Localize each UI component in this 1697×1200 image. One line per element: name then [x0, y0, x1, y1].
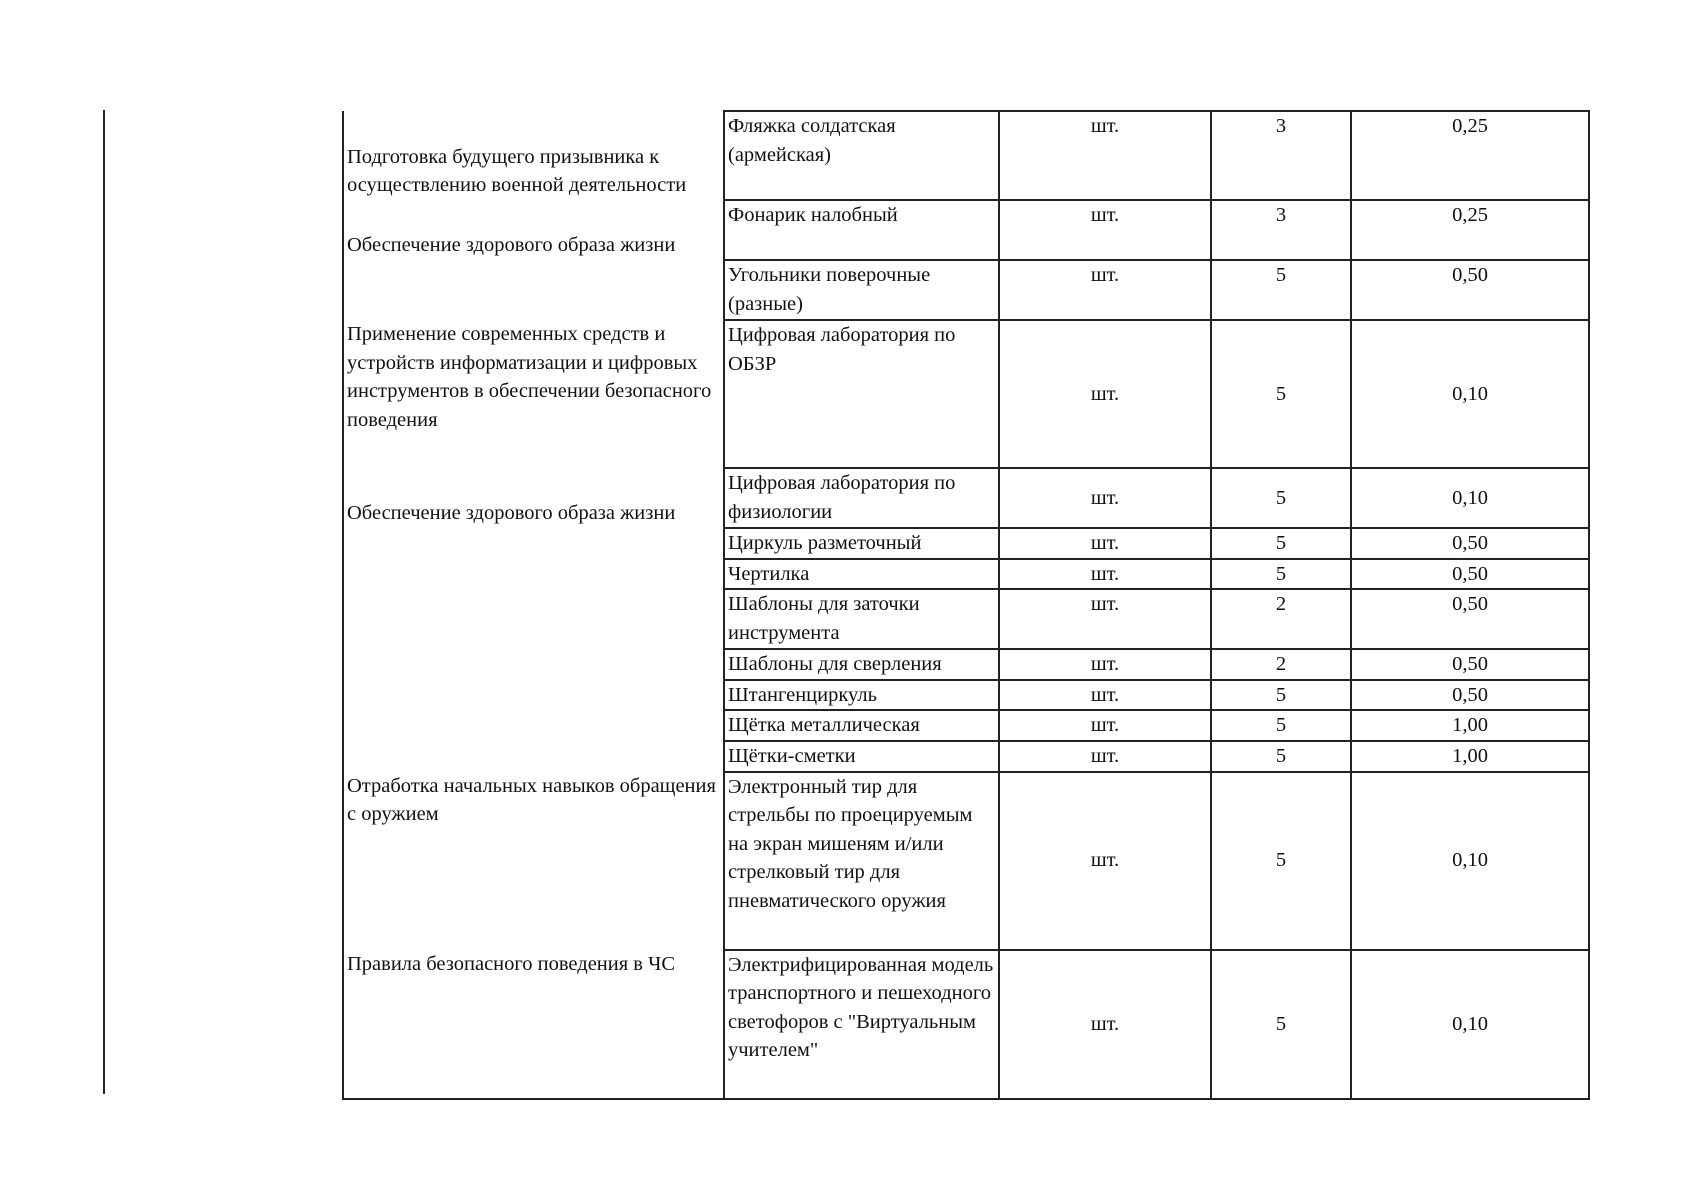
topic-cell: Отработка начальных навыков обращения с оружием — [343, 772, 724, 950]
table-row — [343, 680, 1589, 711]
topic-cell: Обеспечение здорового образа жизни — [343, 200, 724, 260]
coefficient-cell: 0,10 — [1351, 950, 1589, 1099]
topic-cell — [343, 680, 724, 711]
item-name-cell: Штангенциркуль — [724, 680, 999, 711]
coefficient-cell: 0,50 — [1351, 649, 1589, 680]
item-name-cell: Электронный тир для стрельбы по проецируемым на экран мишеням и/или стрелковый тир для пневматического оружия — [724, 772, 999, 950]
table-row — [343, 649, 1589, 680]
item-name-cell: Щётка металлическая — [724, 710, 999, 741]
coefficient-cell: 0,10 — [1351, 320, 1589, 468]
item-name-cell: Угольники поверочные (разные) — [724, 260, 999, 320]
item-name-cell: Шаблоны для заточки инструмента — [724, 589, 999, 649]
unit-cell: шт. — [999, 200, 1211, 260]
table-row — [343, 200, 1589, 260]
unit-cell: шт. — [999, 710, 1211, 741]
unit-cell: шт. — [999, 528, 1211, 559]
quantity-cell: 5 — [1211, 680, 1351, 711]
item-name-cell: Электрифицированная модель транспортного и пешеходного светофоров с "Виртуальным учителем" — [724, 950, 999, 1099]
quantity-cell: 5 — [1211, 772, 1351, 950]
topic-cell — [343, 260, 724, 320]
item-name-cell: Фонарик налобный — [724, 200, 999, 260]
item-name-cell: Циркуль разметочный — [724, 528, 999, 559]
coefficient-cell: 0,10 — [1351, 468, 1589, 528]
coefficient-cell: 0,25 — [1351, 200, 1589, 260]
table-row — [343, 320, 1589, 468]
topic-cell — [343, 649, 724, 680]
quantity-cell: 3 — [1211, 111, 1351, 200]
item-name-cell: Цифровая лаборатория по физиологии — [724, 468, 999, 528]
unit-cell: шт. — [999, 260, 1211, 320]
coefficient-cell: 0,50 — [1351, 680, 1589, 711]
table-row — [343, 559, 1589, 590]
quantity-cell: 5 — [1211, 468, 1351, 528]
topic-cell — [343, 559, 724, 590]
quantity-cell: 5 — [1211, 741, 1351, 772]
topic-cell — [343, 741, 724, 772]
coefficient-cell: 0,10 — [1351, 772, 1589, 950]
coefficient-cell: 0,50 — [1351, 260, 1589, 320]
unit-cell: шт. — [999, 468, 1211, 528]
quantity-cell: 2 — [1211, 649, 1351, 680]
table-row — [343, 260, 1589, 320]
topic-cell — [343, 589, 724, 649]
table-row — [343, 468, 1589, 528]
quantity-cell: 2 — [1211, 589, 1351, 649]
table-row — [343, 741, 1589, 772]
table-row — [343, 710, 1589, 741]
quantity-cell: 5 — [1211, 950, 1351, 1099]
quantity-cell: 5 — [1211, 320, 1351, 468]
topic-cell: Подготовка будущего призывника к осуществлению военной деятельности — [343, 111, 724, 200]
unit-cell: шт. — [999, 320, 1211, 468]
topic-cell: Применение современных средств и устройств информатизации и цифровых инструментов в обеспечении безопасного поведения — [343, 320, 724, 468]
unit-cell: шт. — [999, 589, 1211, 649]
quantity-cell: 3 — [1211, 200, 1351, 260]
item-name-cell: Щётки-сметки — [724, 741, 999, 772]
table-row — [343, 950, 1589, 1099]
table-body — [343, 111, 1589, 1099]
quantity-cell: 5 — [1211, 528, 1351, 559]
unit-cell: шт. — [999, 741, 1211, 772]
item-name-cell: Шаблоны для сверления — [724, 649, 999, 680]
equipment-table-container — [342, 110, 1590, 1100]
coefficient-cell: 0,50 — [1351, 528, 1589, 559]
unit-cell: шт. — [999, 559, 1211, 590]
coefficient-cell: 0,50 — [1351, 589, 1589, 649]
topic-cell: Обеспечение здорового образа жизни — [343, 468, 724, 528]
table-row — [343, 528, 1589, 559]
table-row — [343, 772, 1589, 950]
quantity-cell: 5 — [1211, 559, 1351, 590]
coefficient-cell: 0,25 — [1351, 111, 1589, 200]
unit-cell: шт. — [999, 649, 1211, 680]
unit-cell: шт. — [999, 680, 1211, 711]
topic-cell: Правила безопасного поведения в ЧС — [343, 950, 724, 1099]
coefficient-cell: 0,50 — [1351, 559, 1589, 590]
item-name-cell: Фляжка солдатская (армейская) — [724, 111, 999, 200]
page-margin-rule — [103, 110, 105, 1094]
equipment-table — [342, 110, 1590, 1100]
topic-cell — [343, 710, 724, 741]
table-row — [343, 111, 1589, 200]
unit-cell: шт. — [999, 111, 1211, 200]
coefficient-cell: 1,00 — [1351, 710, 1589, 741]
coefficient-cell: 1,00 — [1351, 741, 1589, 772]
unit-cell: шт. — [999, 772, 1211, 950]
topic-cell — [343, 528, 724, 559]
item-name-cell: Цифровая лаборатория по ОБЗР — [724, 320, 999, 468]
quantity-cell: 5 — [1211, 260, 1351, 320]
quantity-cell: 5 — [1211, 710, 1351, 741]
table-row — [343, 589, 1589, 649]
unit-cell: шт. — [999, 950, 1211, 1099]
item-name-cell: Чертилка — [724, 559, 999, 590]
